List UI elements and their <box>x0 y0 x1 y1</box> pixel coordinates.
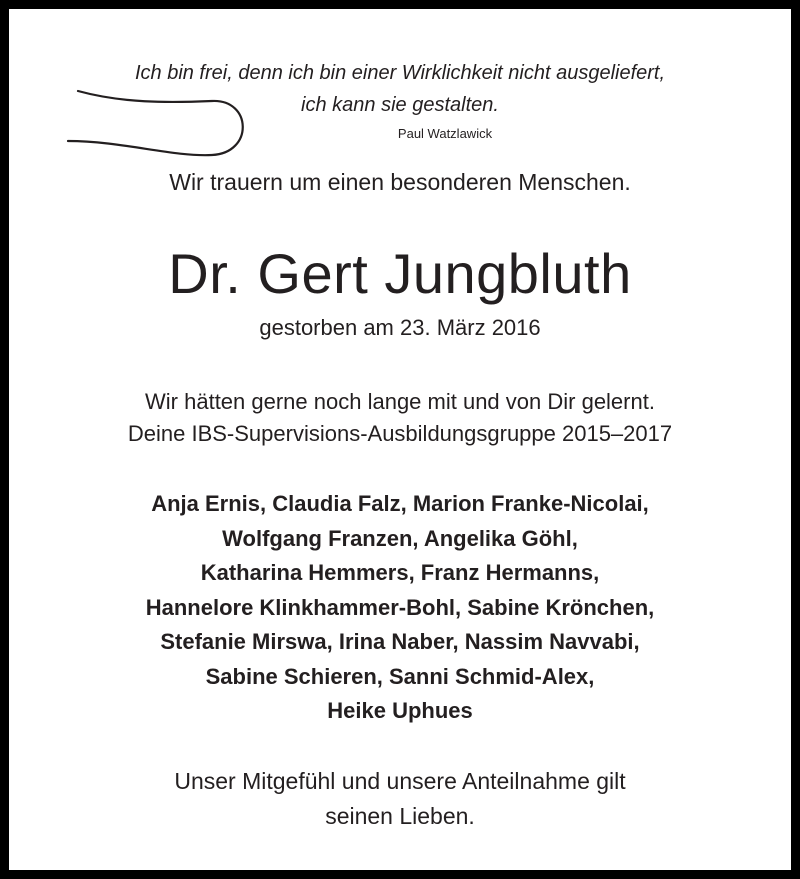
quote-line-2: ich kann sie gestalten. <box>301 94 499 116</box>
mourner-line: Katharina Hemmers, Franz Hermanns, <box>200 560 600 585</box>
deceased-name: Dr. Gert Jungbluth <box>168 242 632 305</box>
mourner-line: Wolfgang Franzen, Angelika Göhl, <box>222 526 578 551</box>
message-line-2: Deine IBS-Supervisions-Ausbildungsgruppe 2015–2017 <box>127 421 673 446</box>
mourner-line: Sabine Schieren, Sanni Schmid-Alex, <box>205 664 595 689</box>
fish-icon <box>62 83 252 165</box>
mourner-line: Heike Uphues <box>327 698 473 723</box>
closing-line-2: seinen Lieben. <box>325 803 475 829</box>
message-line-1: Wir hätten gerne noch lange mit und von Dir gelernt. <box>145 389 655 414</box>
mourner-line: Hannelore Klinkhammer-Bohl, Sabine Krönchen, <box>145 595 655 620</box>
death-date: gestorben am 23. März 2016 <box>259 315 541 340</box>
quote-author: Paul Watzlawick <box>397 126 493 141</box>
intro-text: Wir trauern um einen besonderen Menschen. <box>169 169 631 195</box>
closing-line-1: Unser Mitgefühl und unsere Anteilnahme gilt <box>174 768 626 794</box>
quote-line-1: Ich bin frei, denn ich bin einer Wirklichkeit nicht ausgeliefert, <box>134 62 666 84</box>
mourner-line: Anja Ernis, Claudia Falz, Marion Franke-Nicolai, <box>151 491 649 516</box>
mourner-line: Stefanie Mirswa, Irina Naber, Nassim Navvabi, <box>160 629 640 654</box>
